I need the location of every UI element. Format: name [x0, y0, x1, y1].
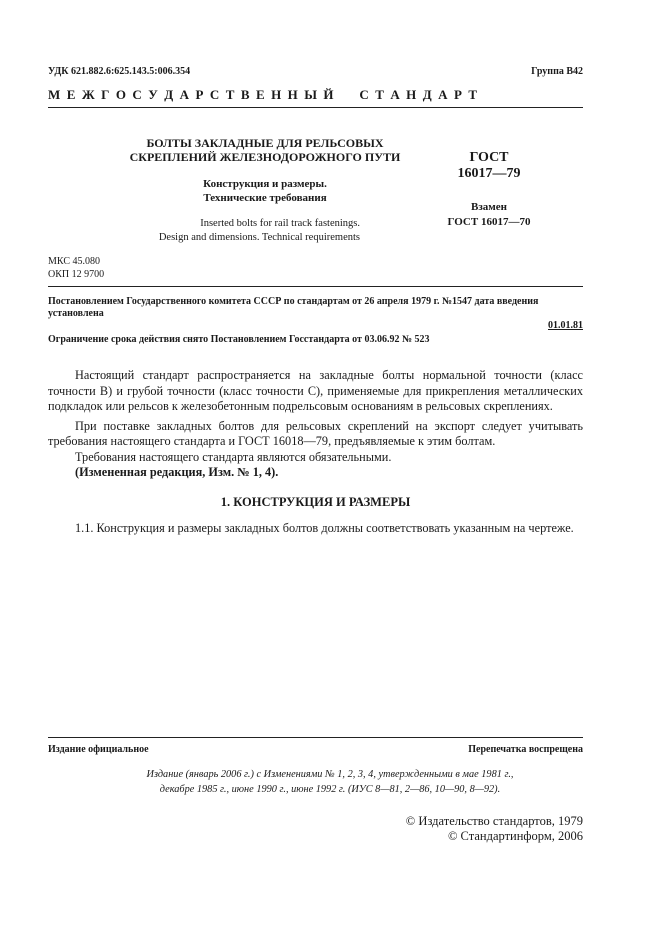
scope-paragraph: Настоящий стандарт распространяется на закладные болты нормальной точности (класс точности В) и грубой точности (класс точности С), применяемые для прикрепления металлических подкладок или рельсов к железобетонным подрельсовым основаниям в рельсовых скреплениях. [48, 368, 583, 413]
replaces-standard: ГОСТ 16017—70 [447, 216, 531, 228]
title-line-1: БОЛТЫ ЗАКЛАДНЫЕ ДЛЯ РЕЛЬСОВЫХ [146, 136, 384, 150]
mks-code: МКС 45.080 [48, 256, 100, 267]
replaces-block [425, 200, 553, 230]
edition-note-line-1: Издание (январь 2006 г.) с Изменениями № 1, 2, 3, 4, утвержденными в мае 1981 г., [146, 769, 514, 780]
edition-note-line-2: декабре 1985 г., июне 1990 г., июне 1992 г. (ИУС 8—81, 2—86, 10—90, 8—92). [159, 784, 501, 795]
subtitle-line-1: Конструкция и размеры. [203, 178, 327, 190]
replaces-label: Взамен [471, 201, 507, 213]
official-edition-label: Издание официальное [48, 744, 149, 755]
classification-codes [48, 255, 104, 281]
amendment-note: (Измененная редакция, Изм. № 1, 4). [75, 465, 279, 479]
validity-limit-text: Ограничение срока действия снято Постановлением Госстандарта от 03.06.92 № 523 [48, 334, 430, 345]
copyright-block [406, 814, 583, 844]
footer-divider [48, 737, 583, 738]
english-title-line-2: Design and dimensions. Technical requirements [158, 232, 360, 243]
interstate-standard-banner: М Е Ж Г О С У Д А Р С Т В Е Н Н Ы Й С Т А Н Д А Р Т [48, 87, 479, 102]
okp-code: ОКП 12 9700 [48, 269, 105, 280]
title-line-2: СКРЕПЛЕНИЙ ЖЕЛЕЗНОДОРОЖНОГО ПУТИ [129, 150, 401, 164]
udk-code: УДК 621.882.6:625.143.5:006.354 [48, 66, 191, 77]
gost-label: ГОСТ [469, 150, 509, 165]
reprint-prohibited-label: Перепечатка воспрещена [468, 744, 583, 755]
gost-number-block [430, 150, 548, 182]
section-heading: 1. КОНСТРУКЦИЯ И РАЗМЕРЫ [220, 495, 411, 509]
codes-divider [48, 286, 583, 287]
english-title-line-1: Inserted bolts for rail track fastenings. [200, 218, 360, 229]
clause-1-1: 1.1. Конструкция и размеры закладных болтов должны соответствовать указанным на чертеже. [75, 521, 574, 535]
decree-text: Постановлением Государственного комитета СССР по стандартам от 26 апреля 1979 г. №1547 дата введения установлена [48, 296, 539, 319]
edition-note [80, 767, 580, 797]
introduction-date: 01.01.81 [548, 320, 583, 331]
copyright-2006: © Стандартинформ, 2006 [447, 829, 583, 843]
main-text [48, 368, 583, 481]
document-title [120, 136, 410, 164]
export-paragraph: При поставке закладных болтов для рельсовых скреплений на экспорт следует учитывать требования настоящего стандарта и ГОСТ 16018—79, предъявляемые к этим болтам. [48, 418, 583, 448]
group-code: Группа В42 [531, 66, 583, 77]
subtitle-line-2: Технические требования [203, 192, 327, 204]
gost-number: 16017—79 [457, 166, 521, 181]
clause-text [48, 521, 583, 537]
copyright-1979: © Издательство стандартов, 1979 [405, 814, 583, 828]
document-subtitle [150, 177, 380, 205]
english-title [110, 217, 360, 245]
mandatory-paragraph: Требования настоящего стандарта являются обязательными. [75, 449, 392, 464]
header-divider [48, 107, 583, 108]
